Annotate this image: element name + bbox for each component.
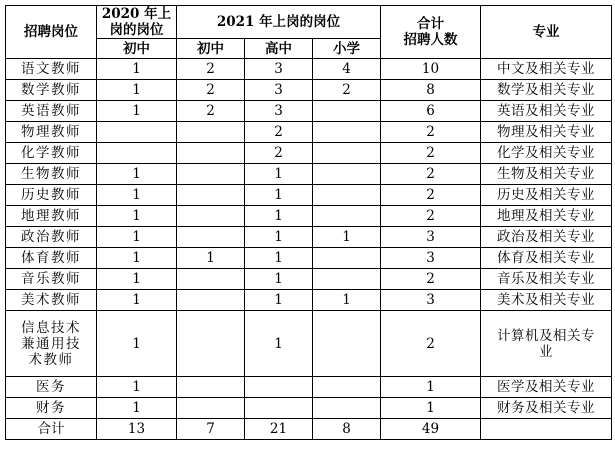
count-2020-cell: 1 xyxy=(97,398,177,419)
position-line: 兼通用技 xyxy=(21,335,81,352)
total-cell: 2 xyxy=(381,185,481,206)
table-row xyxy=(6,206,612,227)
header-2020-line2: 岗的岗位 xyxy=(109,22,164,38)
total-cell: 3 xyxy=(381,290,481,311)
count-2021-high-cell: 1 xyxy=(245,269,313,290)
position-cell: 体育教师 xyxy=(6,248,97,269)
count-2020-cell: 1 xyxy=(97,59,177,80)
count-2020-cell: 1 xyxy=(97,290,177,311)
major-cell: 体育及相关专业 xyxy=(481,248,612,269)
major-cell: 化学及相关专业 xyxy=(481,143,612,164)
count-2021-primary-cell: 2 xyxy=(313,80,381,101)
count-2021-high-cell: 2 xyxy=(245,122,313,143)
position-cell: 物理教师 xyxy=(6,122,97,143)
count-2021-high-cell: 1 xyxy=(245,290,313,311)
count-2021-primary-cell xyxy=(313,185,381,206)
header-2020-middle: 初中 xyxy=(97,39,177,59)
header-position: 招聘岗位 xyxy=(6,6,97,59)
table-row xyxy=(6,227,612,248)
position-line: 术教师 xyxy=(28,351,74,368)
total-cell: 3 xyxy=(381,227,481,248)
count-2021-middle-cell xyxy=(177,290,245,311)
position-cell: 语文教师 xyxy=(6,59,97,80)
position-cell: 美术教师 xyxy=(6,290,97,311)
position-cell: 财务 xyxy=(6,398,97,419)
count-2021-high-cell: 1 xyxy=(245,227,313,248)
count-2021-primary-cell xyxy=(313,164,381,185)
count-2020-cell: 1 xyxy=(97,80,177,101)
count-2021-primary-cell xyxy=(313,377,381,398)
recruitment-table xyxy=(5,5,612,440)
count-2021-primary-cell: 4 xyxy=(313,59,381,80)
total-cell: 2 xyxy=(381,269,481,290)
count-2021-high-cell: 2 xyxy=(245,143,313,164)
count-2021-high-cell: 1 xyxy=(245,311,313,377)
count-2020-cell xyxy=(97,122,177,143)
count-2021-high-cell xyxy=(245,398,313,419)
position-line: 信息技术 xyxy=(21,319,81,336)
table-row-it xyxy=(6,311,612,377)
header-2021-primary: 小学 xyxy=(313,39,381,59)
total-cell: 3 xyxy=(381,248,481,269)
table-row xyxy=(6,290,612,311)
header-row-1 xyxy=(6,6,612,39)
major-cell: 数学及相关专业 xyxy=(481,80,612,101)
count-2021-high-cell: 1 xyxy=(245,164,313,185)
table-row xyxy=(6,377,612,398)
major-cell: 生物及相关专业 xyxy=(481,164,612,185)
table-body xyxy=(6,59,612,440)
totals-2021-high: 21 xyxy=(245,419,313,440)
header-2021-middle: 初中 xyxy=(177,39,245,59)
count-2021-middle-cell: 2 xyxy=(177,59,245,80)
position-cell: 音乐教师 xyxy=(6,269,97,290)
count-2021-high-cell: 1 xyxy=(245,206,313,227)
count-2021-middle-cell xyxy=(177,377,245,398)
count-2021-middle-cell xyxy=(177,227,245,248)
major-cell: 音乐及相关专业 xyxy=(481,269,612,290)
count-2021-primary-cell xyxy=(313,143,381,164)
major-cell: 医学及相关专业 xyxy=(481,377,612,398)
count-2021-middle-cell xyxy=(177,122,245,143)
total-cell: 2 xyxy=(381,122,481,143)
major-cell: 地理及相关专业 xyxy=(481,206,612,227)
count-2021-primary-cell xyxy=(313,311,381,377)
totals-label: 合计 xyxy=(6,419,97,440)
count-2021-primary-cell xyxy=(313,101,381,122)
totals-2021-middle: 7 xyxy=(177,419,245,440)
count-2021-high-cell: 1 xyxy=(245,185,313,206)
count-2021-middle-cell xyxy=(177,398,245,419)
major-cell: 中文及相关专业 xyxy=(481,59,612,80)
table-row xyxy=(6,122,612,143)
total-cell: 1 xyxy=(381,377,481,398)
total-cell: 6 xyxy=(381,101,481,122)
count-2020-cell: 1 xyxy=(97,248,177,269)
table-row xyxy=(6,185,612,206)
major-cell xyxy=(481,311,612,377)
major-cell: 物理及相关专业 xyxy=(481,122,612,143)
count-2021-high-cell: 3 xyxy=(245,80,313,101)
table-row xyxy=(6,248,612,269)
position-cell xyxy=(6,311,97,377)
table-row xyxy=(6,80,612,101)
count-2021-primary-cell xyxy=(313,398,381,419)
count-2021-primary-cell xyxy=(313,269,381,290)
count-2020-cell: 1 xyxy=(97,377,177,398)
count-2021-middle-cell xyxy=(177,143,245,164)
count-2021-primary-cell: 1 xyxy=(313,227,381,248)
position-cell: 英语教师 xyxy=(6,101,97,122)
header-2020 xyxy=(97,6,177,39)
header-major: 专业 xyxy=(481,6,612,59)
count-2021-middle-cell: 1 xyxy=(177,248,245,269)
count-2021-primary-cell xyxy=(313,206,381,227)
major-cell: 英语及相关专业 xyxy=(481,101,612,122)
table-row xyxy=(6,59,612,80)
count-2021-primary-cell: 1 xyxy=(313,290,381,311)
count-2021-high-cell: 3 xyxy=(245,101,313,122)
header-total xyxy=(381,6,481,59)
position-cell: 历史教师 xyxy=(6,185,97,206)
count-2021-middle-cell xyxy=(177,185,245,206)
count-2021-middle-cell xyxy=(177,206,245,227)
count-2021-high-cell: 3 xyxy=(245,59,313,80)
position-cell: 生物教师 xyxy=(6,164,97,185)
count-2020-cell xyxy=(97,143,177,164)
total-cell: 1 xyxy=(381,398,481,419)
header-2021-high: 高中 xyxy=(245,39,313,59)
totals-row xyxy=(6,419,612,440)
total-cell: 8 xyxy=(381,80,481,101)
count-2021-middle-cell xyxy=(177,269,245,290)
count-2021-middle-cell xyxy=(177,164,245,185)
count-2021-high-cell: 1 xyxy=(245,248,313,269)
count-2021-high-cell xyxy=(245,377,313,398)
totals-2020: 13 xyxy=(97,419,177,440)
table-row xyxy=(6,269,612,290)
totals-total: 49 xyxy=(381,419,481,440)
table-row xyxy=(6,143,612,164)
total-cell: 2 xyxy=(381,164,481,185)
count-2020-cell: 1 xyxy=(97,227,177,248)
table-row xyxy=(6,101,612,122)
position-cell: 政治教师 xyxy=(6,227,97,248)
table-row xyxy=(6,164,612,185)
position-cell: 医务 xyxy=(6,377,97,398)
header-total-line2: 招聘人数 xyxy=(403,32,458,48)
total-cell: 2 xyxy=(381,143,481,164)
totals-major xyxy=(481,419,612,440)
count-2021-middle-cell: 2 xyxy=(177,101,245,122)
count-2020-cell: 1 xyxy=(97,269,177,290)
total-cell: 10 xyxy=(381,59,481,80)
position-cell: 地理教师 xyxy=(6,206,97,227)
table-row xyxy=(6,398,612,419)
total-cell: 2 xyxy=(381,311,481,377)
major-cell: 政治及相关专业 xyxy=(481,227,612,248)
major-cell: 历史及相关专业 xyxy=(481,185,612,206)
count-2020-cell: 1 xyxy=(97,164,177,185)
major-line: 计算机及相关专 xyxy=(497,327,596,344)
header-2020-line1: 2020 年上 xyxy=(101,6,172,22)
count-2020-cell: 1 xyxy=(97,101,177,122)
header-total-line1: 合计 xyxy=(417,16,445,32)
major-line: 业 xyxy=(539,343,554,360)
position-cell: 化学教师 xyxy=(6,143,97,164)
position-cell: 数学教师 xyxy=(6,80,97,101)
count-2020-cell: 1 xyxy=(97,311,177,377)
totals-2021-primary: 8 xyxy=(313,419,381,440)
count-2020-cell: 1 xyxy=(97,206,177,227)
major-cell: 财务及相关专业 xyxy=(481,398,612,419)
count-2021-primary-cell xyxy=(313,248,381,269)
count-2021-middle-cell: 2 xyxy=(177,80,245,101)
count-2021-middle-cell xyxy=(177,311,245,377)
header-2021: 2021 年上岗的岗位 xyxy=(177,6,381,39)
count-2021-primary-cell xyxy=(313,122,381,143)
total-cell: 2 xyxy=(381,206,481,227)
count-2020-cell: 1 xyxy=(97,185,177,206)
major-cell: 美术及相关专业 xyxy=(481,290,612,311)
